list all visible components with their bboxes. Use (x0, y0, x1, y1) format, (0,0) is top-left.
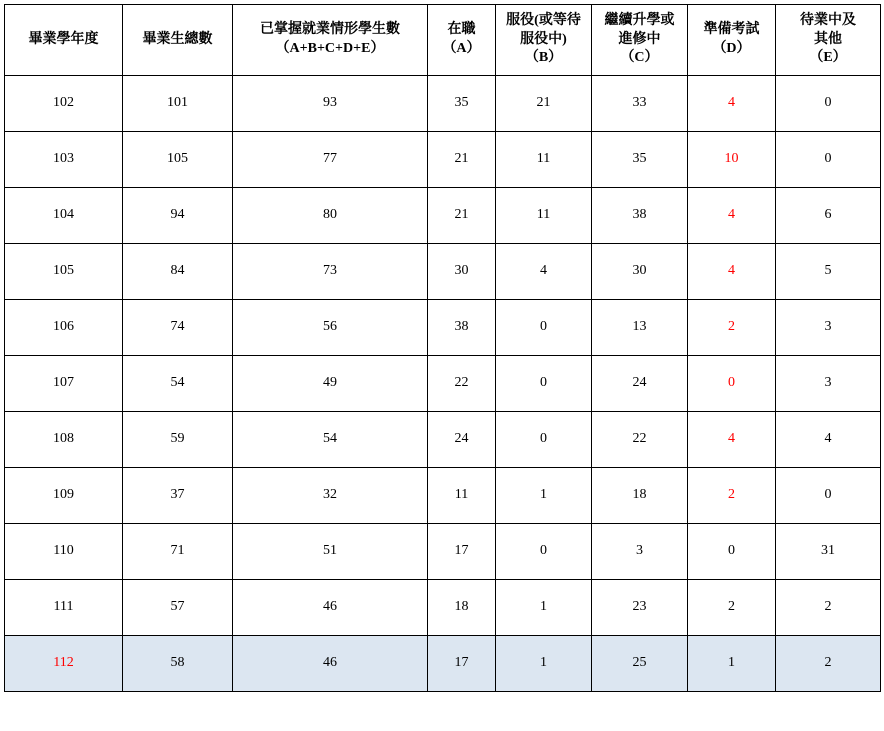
table-row (5, 636, 881, 692)
table-cell: 4 (688, 244, 776, 300)
table-cell: 56 (233, 300, 428, 356)
table-cell: 30 (592, 244, 688, 300)
table-cell: 46 (233, 636, 428, 692)
cell-academic-year: 111 (5, 580, 123, 636)
cell-academic-year: 108 (5, 412, 123, 468)
table-cell: 4 (496, 244, 592, 300)
table-header-row (5, 5, 881, 76)
column-header-line: 畢業學年度 (28, 31, 99, 47)
table-cell: 33 (592, 76, 688, 132)
cell-academic-year: 112 (5, 636, 123, 692)
table-cell: 6 (776, 188, 881, 244)
table-cell: 5 (776, 244, 881, 300)
cell-academic-year: 110 (5, 524, 123, 580)
column-header-line: （A+B+C+D+E） (275, 41, 385, 56)
column-header-6 (688, 5, 776, 76)
table-cell: 101 (123, 76, 233, 132)
table-cell: 0 (496, 300, 592, 356)
table-cell: 2 (776, 580, 881, 636)
table-row (5, 580, 881, 636)
table-cell: 93 (233, 76, 428, 132)
table-row (5, 468, 881, 524)
table-row (5, 300, 881, 356)
table-cell: 71 (123, 524, 233, 580)
cell-academic-year: 104 (5, 188, 123, 244)
cell-academic-year: 105 (5, 244, 123, 300)
column-header-line: （C） (620, 50, 659, 66)
table-cell: 22 (428, 356, 496, 412)
table-cell: 54 (123, 356, 233, 412)
table-cell: 94 (123, 188, 233, 244)
table-row (5, 244, 881, 300)
table-cell: 21 (428, 188, 496, 244)
table-cell: 1 (496, 580, 592, 636)
table-cell: 0 (496, 356, 592, 412)
table-row (5, 76, 881, 132)
table-cell: 3 (776, 356, 881, 412)
column-header-7 (776, 5, 881, 76)
table-cell: 18 (428, 580, 496, 636)
cell-academic-year: 102 (5, 76, 123, 132)
table-cell: 23 (592, 580, 688, 636)
table-row (5, 132, 881, 188)
table-cell: 11 (496, 132, 592, 188)
table-cell: 21 (496, 76, 592, 132)
table-cell: 11 (496, 188, 592, 244)
table-cell: 38 (428, 300, 496, 356)
table-cell: 2 (688, 580, 776, 636)
cell-academic-year: 106 (5, 300, 123, 356)
table-cell: 0 (496, 412, 592, 468)
column-header-2 (233, 5, 428, 76)
cell-academic-year: 107 (5, 356, 123, 412)
column-header-5 (592, 5, 688, 76)
column-header-line: 在職 (447, 22, 476, 38)
table-row (5, 524, 881, 580)
table-cell: 46 (233, 580, 428, 636)
column-header-line: 已掌握就業情形學生數 (260, 22, 400, 38)
table-cell: 17 (428, 636, 496, 692)
table-cell: 4 (776, 412, 881, 468)
table-cell: 0 (776, 132, 881, 188)
table-cell: 58 (123, 636, 233, 692)
column-header-line: 服役(或等待 (506, 12, 581, 28)
table-header (5, 5, 881, 76)
table-cell: 3 (592, 524, 688, 580)
table-cell: 54 (233, 412, 428, 468)
column-header-line: 服役中) (520, 31, 567, 47)
table-cell: 0 (776, 468, 881, 524)
table-cell: 0 (688, 356, 776, 412)
table-cell: 25 (592, 636, 688, 692)
table-cell: 1 (496, 468, 592, 524)
table-cell: 35 (592, 132, 688, 188)
column-header-1 (123, 5, 233, 76)
cell-academic-year: 103 (5, 132, 123, 188)
table-cell: 49 (233, 356, 428, 412)
column-header-3 (428, 5, 496, 76)
table-cell: 30 (428, 244, 496, 300)
column-header-line: 準備考試 (703, 22, 760, 38)
table-row (5, 188, 881, 244)
graduate-employment-table (4, 4, 881, 692)
table-cell: 2 (688, 300, 776, 356)
table-cell: 74 (123, 300, 233, 356)
table-cell: 1 (688, 636, 776, 692)
column-header-line: 繼續升學或 (604, 12, 675, 28)
table-cell: 4 (688, 188, 776, 244)
table-cell: 59 (123, 412, 233, 468)
table-cell: 105 (123, 132, 233, 188)
table-cell: 4 (688, 412, 776, 468)
table-cell: 3 (776, 300, 881, 356)
table-cell: 22 (592, 412, 688, 468)
table-cell: 84 (123, 244, 233, 300)
table-cell: 0 (776, 76, 881, 132)
table-cell: 13 (592, 300, 688, 356)
table-cell: 2 (688, 468, 776, 524)
table-cell: 24 (428, 412, 496, 468)
table-cell: 51 (233, 524, 428, 580)
table-cell: 21 (428, 132, 496, 188)
table-cell: 31 (776, 524, 881, 580)
table-body (5, 76, 881, 692)
column-header-line: （D） (712, 41, 751, 56)
table-cell: 11 (428, 468, 496, 524)
column-header-line: （A） (442, 41, 481, 56)
table-cell: 0 (496, 524, 592, 580)
column-header-line: 其他 (814, 31, 842, 47)
table-cell: 73 (233, 244, 428, 300)
cell-academic-year: 109 (5, 468, 123, 524)
table-row (5, 412, 881, 468)
table-cell: 24 (592, 356, 688, 412)
table-row (5, 356, 881, 412)
column-header-4 (496, 5, 592, 76)
table-cell: 4 (688, 76, 776, 132)
table-cell: 2 (776, 636, 881, 692)
table-cell: 35 (428, 76, 496, 132)
column-header-line: （B） (524, 50, 563, 66)
table-cell: 57 (123, 580, 233, 636)
table-cell: 38 (592, 188, 688, 244)
table-cell: 77 (233, 132, 428, 188)
column-header-line: 待業中及 (800, 12, 856, 28)
table-cell: 80 (233, 188, 428, 244)
column-header-line: （E） (809, 50, 847, 66)
column-header-0 (5, 5, 123, 76)
table-cell: 10 (688, 132, 776, 188)
table-cell: 17 (428, 524, 496, 580)
table-cell: 18 (592, 468, 688, 524)
table-cell: 0 (688, 524, 776, 580)
table-cell: 1 (496, 636, 592, 692)
table-cell: 32 (233, 468, 428, 524)
column-header-line: 進修中 (618, 31, 661, 47)
column-header-line: 畢業生總數 (142, 31, 213, 47)
table-cell: 37 (123, 468, 233, 524)
